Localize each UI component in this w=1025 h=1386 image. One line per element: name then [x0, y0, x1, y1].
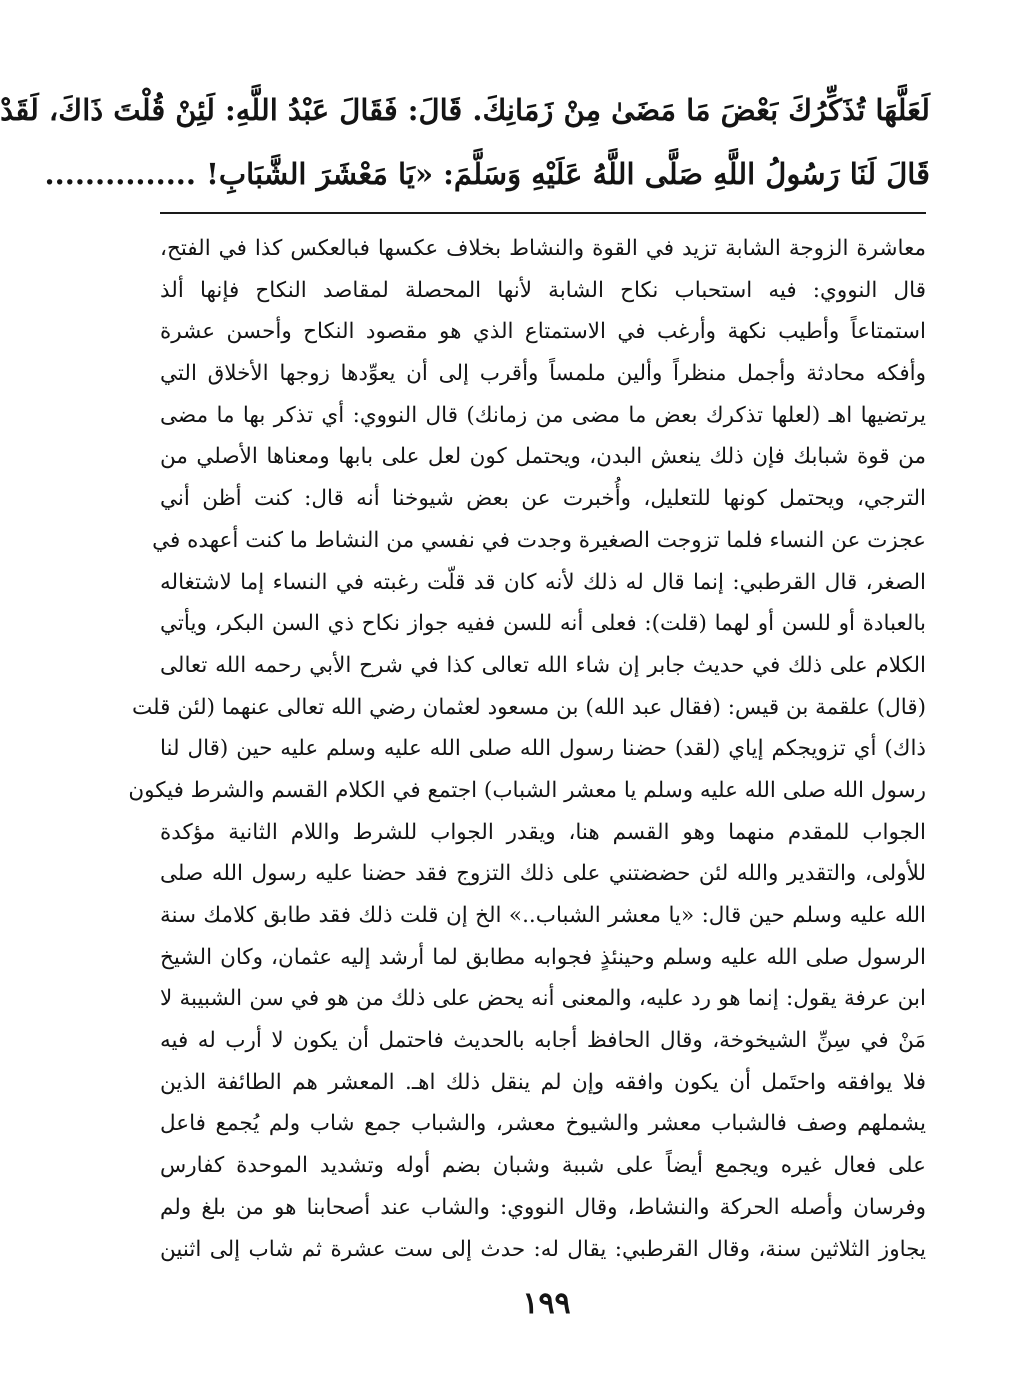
commentary-line: بالعبادة أو للسن أو لهما (قلت): فعلى أنه للسن ففيه جواز نكاح ذي السن البكر، ويأتي	[160, 611, 926, 637]
commentary-line: مَنْ في سِنِّ الشيخوخة، وقال الحافظ أجابه بالحديث فاحتمل أن يكون لا أرب له فيه	[160, 1028, 926, 1054]
hadith-line: لَعَلَّهَا تُذَكِّرُكَ بَعْضَ مَا مَضَىٰ مِنْ زَمَانِكَ. قَالَ: فَقَالَ عَبْدُ اللَّهِ: لَئِنْ قُلْتَ ذَاكَ، لَقَدْ	[0, 93, 930, 127]
commentary-line: الترجي، ويحتمل كونها للتعليل، وأُخبرت عن بعض شيوخنا أنه قال: كنت أظن أني	[160, 486, 926, 512]
commentary-line: يجاوز الثلاثين سنة، وقال القرطبي: يقال له: حدث إلى ست عشرة ثم شاب إلى اثنين	[160, 1236, 926, 1262]
commentary-line: رسول الله صلى الله عليه وسلم يا معشر الشباب) اجتمع في الكلام القسم والشرط فيكون	[128, 777, 926, 803]
commentary-line: ذاك) أي تزويجكم إياي (لقد) حضنا رسول الله صلى الله عليه وسلم عليه حين (قال لنا	[160, 736, 926, 762]
commentary-line: الله عليه وسلم حين قال: «يا معشر الشباب..» الخ إن قلت ذلك فقد طابق كلامك سنة	[160, 903, 926, 928]
commentary-line: ابن عرفة يقول: إنما هو رد عليه، والمعنى أنه يحض على ذلك من هو في سن الشبيبة لا	[160, 986, 926, 1012]
commentary-text	[128, 228, 926, 1270]
hadith-line: قَالَ لَنَا رَسُولُ اللَّهِ صَلَّى اللَّهُ عَلَيْهِ وَسَلَّمَ: «يَا مَعْشَرَ الشَّبَابِ! ...............	[44, 157, 930, 191]
commentary-line: الصغر، قال القرطبي: إنما قال له ذلك لأنه كان قد قلّت رغبته في النساء إما لاشتغاله	[160, 569, 926, 595]
commentary-line: يشملهم وصف فالشباب معشر والشيوخ معشر، والشباب جمع شاب ولم يُجمع فاعل	[160, 1111, 926, 1137]
commentary-line: استمتاعاً وأطيب نكهة وأرغب في الاستمتاع الذي هو مقصود النكاح وأحسن عشرة	[160, 319, 926, 345]
commentary-line: الجواب للمقدم منهما وهو القسم هنا، ويقدر الجواب للشرط واللام الثانية مؤكدة	[160, 819, 926, 845]
commentary-line: على فعال غيره ويجمع أيضاً على شببة وشبان بضم أوله وتشديد الموحدة كفارس	[160, 1153, 926, 1179]
page-number: ١٩٩	[522, 1286, 571, 1321]
commentary-line: الكلام على ذلك في حديث جابر إن شاء الله تعالى كذا في شرح الأبي رحمه الله تعالى	[160, 652, 926, 678]
footnote-separator	[160, 212, 926, 214]
hadith-text	[0, 78, 930, 206]
commentary-line: يرتضيها اهـ (لعلها تذكرك بعض ما مضى من زمانك) قال النووي: أي تذكر بها ما مضى	[160, 402, 926, 428]
commentary-line: معاشرة الزوجة الشابة تزيد في القوة والنشاط بخلاف عكسها فبالعكس كذا في الفتح،	[160, 236, 926, 261]
commentary-line: قال النووي: فيه استحباب نكاح الشابة لأنها المحصلة لمقاصد النكاح فإنها ألذ	[160, 277, 926, 303]
commentary-line: وفرسان وأصله الحركة والنشاط، وقال النووي: والشاب عند أصحابنا هو من بلغ ولم	[160, 1194, 926, 1220]
commentary-line: فلا يوافقه واحتَمل أن يكون وافقه وإن لم ينقل ذلك اهـ. المعشر هم الطائفة الذين	[160, 1069, 926, 1095]
commentary-line: من قوة شبابك فإن ذلك ينعش البدن، ويحتمل كون لعل على بابها ومعناها الأصلي من	[160, 444, 926, 470]
commentary-line: وأفكه محادثة وأجمل منظراً وألين ملمساً وأقرب إلى أن يعوِّدها زوجها الأخلاق التي	[160, 361, 926, 387]
commentary-line: (قال) علقمة بن قيس: (فقال عبد الله) بن مسعود لعثمان رضي الله تعالى عنهما (لئن قلت	[131, 694, 926, 720]
commentary-line: الرسول صلى الله عليه وسلم وحينئذٍ فجوابه مطابق لما أرشد إليه عثمان، وكان الشيخ	[160, 944, 926, 970]
commentary-line: للأولى، والتقدير والله لئن حضضتني على ذلك التزوج فقد حضنا عليه رسول الله صلى	[160, 861, 926, 887]
commentary-line: عجزت عن النساء فلما تزوجت الصغيرة وجدت في نفسي من النشاط ما كنت أعهده في	[152, 527, 926, 553]
